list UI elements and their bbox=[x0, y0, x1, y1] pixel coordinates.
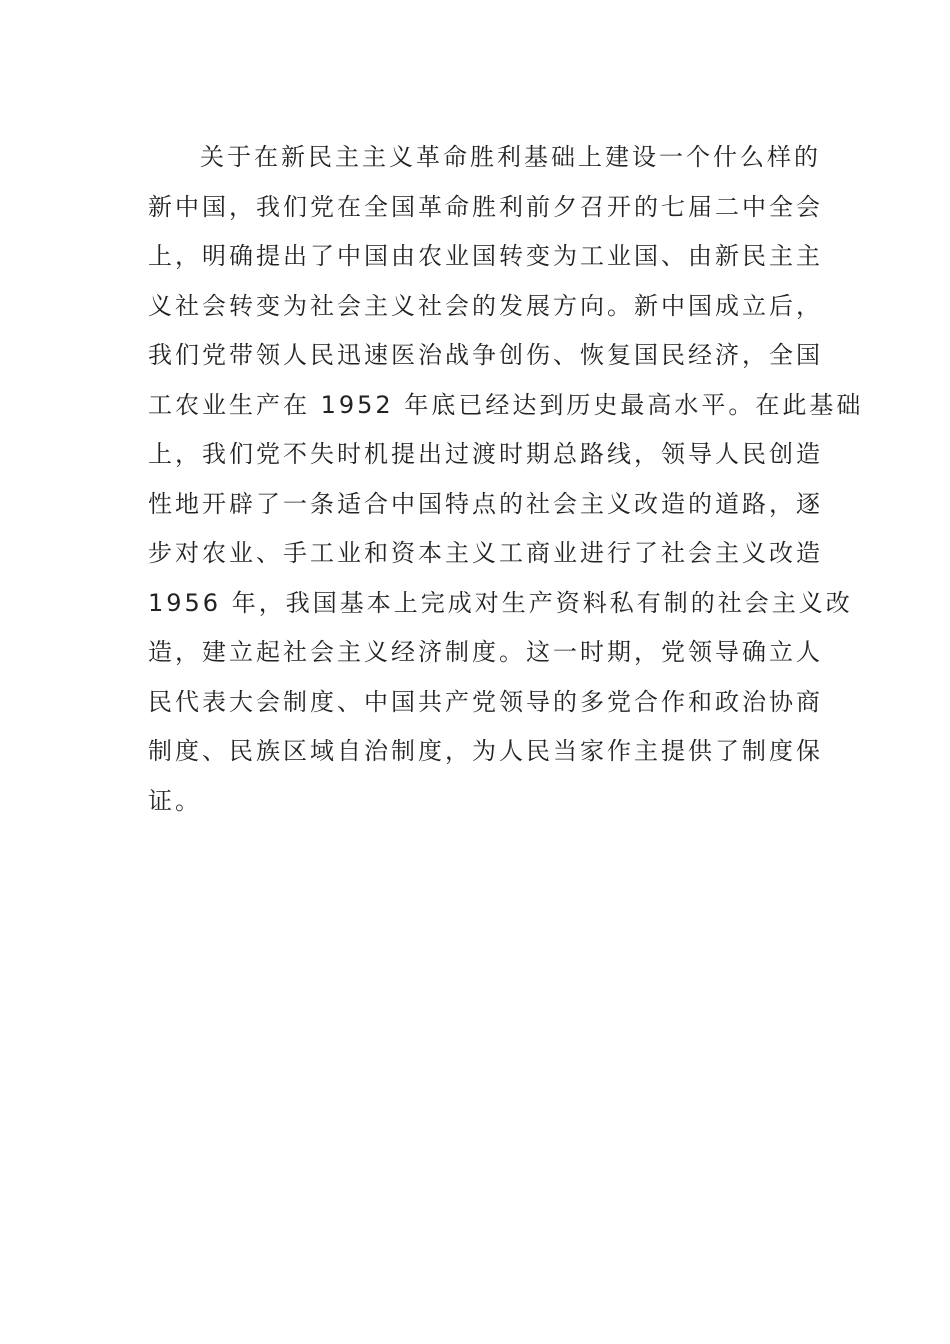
paragraph-line: 上，明确提出了中国由农业国转变为工业国、由新民主主 bbox=[148, 242, 823, 270]
paragraph-line: 造，建立起社会主义经济制度。这一时期，党领导确立人 bbox=[148, 638, 823, 666]
paragraph-line: 义社会转变为社会主义社会的发展方向。新中国成立后， bbox=[148, 291, 823, 320]
paragraph-line: 性地开辟了一条适合中国特点的社会主义改造的道路，逐 bbox=[148, 489, 823, 518]
paragraph-line: 我们党带领人民迅速医治战争创伤、恢复国民经济，全国 bbox=[148, 341, 823, 369]
paragraph-line: 关于在新民主主义革命胜利基础上建设一个什么样的 bbox=[200, 143, 821, 171]
paragraph-line: 工农业生产在 1952 年底已经达到历史最高水平。在此基础 bbox=[148, 390, 864, 419]
paragraph-line: 新中国，我们党在全国革命胜利前夕召开的七届二中全会 bbox=[148, 192, 823, 221]
paragraph-line: 民代表大会制度、中国共产党领导的多党合作和政治协商 bbox=[148, 687, 823, 716]
paragraph-line: 步对农业、手工业和资本主义工商业进行了社会主义改造 bbox=[148, 539, 823, 567]
body-paragraph bbox=[148, 133, 864, 826]
paragraph-line: 1956 年，我国基本上完成对生产资料私有制的社会主义改 bbox=[148, 588, 853, 617]
paragraph-line: 上，我们党不失时机提出过渡时期总路线，领导人民创造 bbox=[148, 440, 823, 468]
paragraph-line: 证。 bbox=[148, 786, 202, 815]
paragraph-line: 制度、民族区域自治制度，为人民当家作主提供了制度保 bbox=[148, 737, 823, 765]
